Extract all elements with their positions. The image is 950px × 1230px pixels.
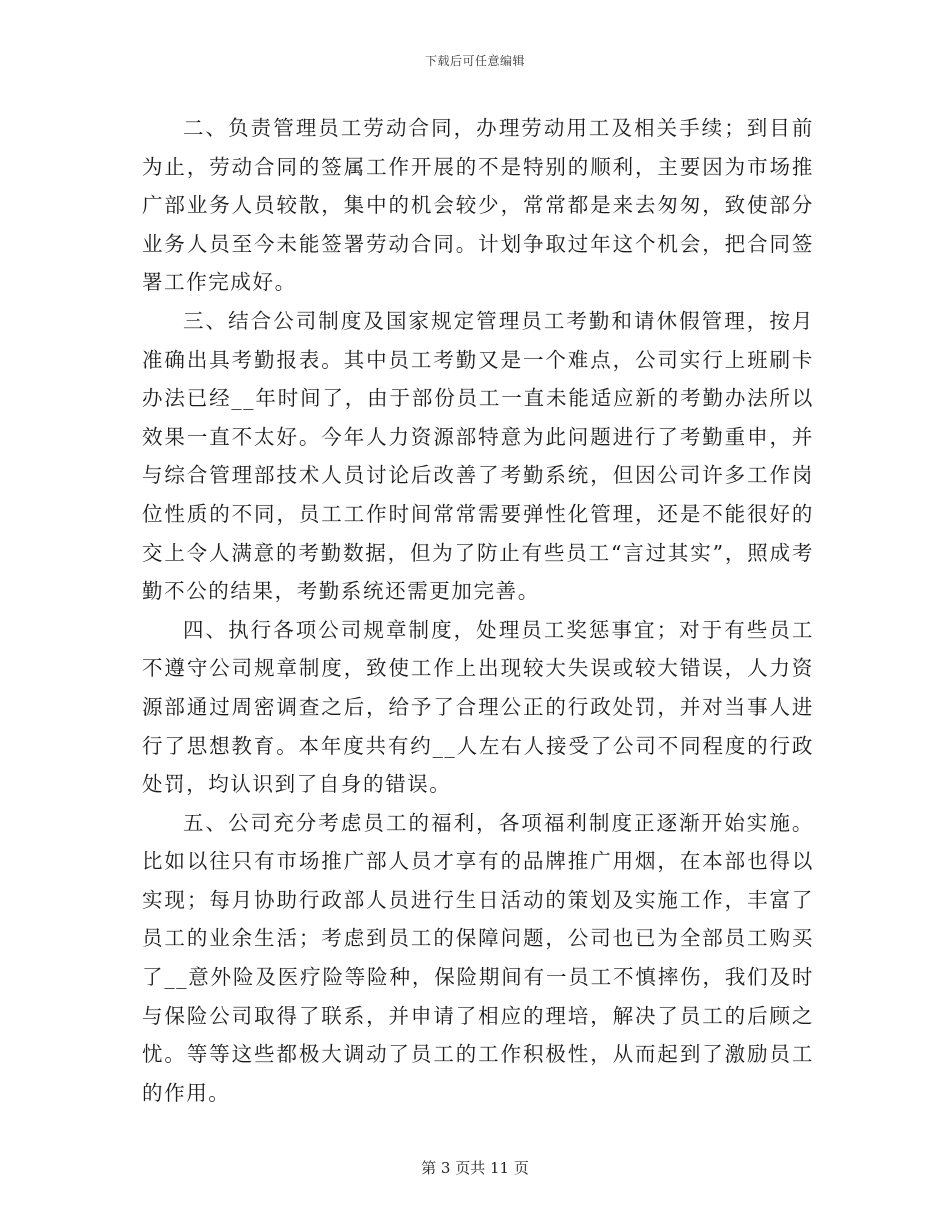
paragraph-3: 三、结合公司制度及国家规定管理员工考勤和请休假管理，按月准确出具考勤报表。其中员工考勤又是一个难点，公司实行上班刷卡办法已经__年时间了，由于部份员工一直未能适应新的考勤办法所以效果一直不太好。今年人力资源部特意为此问题进行了考勤重申，并与综合管理部技术人员讨论后改善了考勤系统，但因公司许多工作岗位性质的不同，员工工作时间常常需要弹性化管理，还是不能很好的交上令人满意的考勤数据，但为了防止有些员工“言过其实”，照成考勤不公的结果，考勤系统还需更加完善。	[142, 308, 814, 604]
paragraph-4: 四、执行各项公司规章制度，处理员工奖惩事宜；对于有些员工不遵守公司规章制度，致使工作上出现较大失误或较大错误，人力资源部通过周密调查之后，给予了合理公正的行政处罚，并对当事人进行了思想教育。本年度共有约__人左右人接受了公司不同程度的行政处罚，均认识到了自身的错误。	[142, 617, 814, 797]
page-number: 第 3 页共 11 页	[421, 1159, 529, 1177]
paragraph-5: 五、公司充分考虑员工的福利，各项福利制度正逐渐开始实施。比如以往只有市场推广部人员才享有的品牌推广用烟，在本部也得以实现；每月协助行政部人员进行生日活动的策划及实施工作，丰富了员工的业余生活；考虑到员工的保障问题，公司也已为全部员工购买了__意外险及医疗险等险种，保险期间有一员工不慎摔伤，我们及时与保险公司取得了联系，并申请了相应的理培，解决了员工的后顾之忧。等等这些都极大调动了员工的工作积极性，从而起到了激励员工的作用。	[142, 810, 814, 1105]
paragraph-2: 二、负责管理员工劳动合同，办理劳动用工及相关手续；到目前为止，劳动合同的签属工作开展的不是特别的顺利，主要因为市场推广部业务人员较散，集中的机会较少，常常都是来去匆匆，致使部分业务人员至今未能签署劳动合同。计划争取过年这个机会，把合同签署工作完成好。	[142, 116, 814, 295]
document-body	[142, 109, 814, 1112]
header-note: 下载后可任意编辑	[424, 54, 525, 68]
